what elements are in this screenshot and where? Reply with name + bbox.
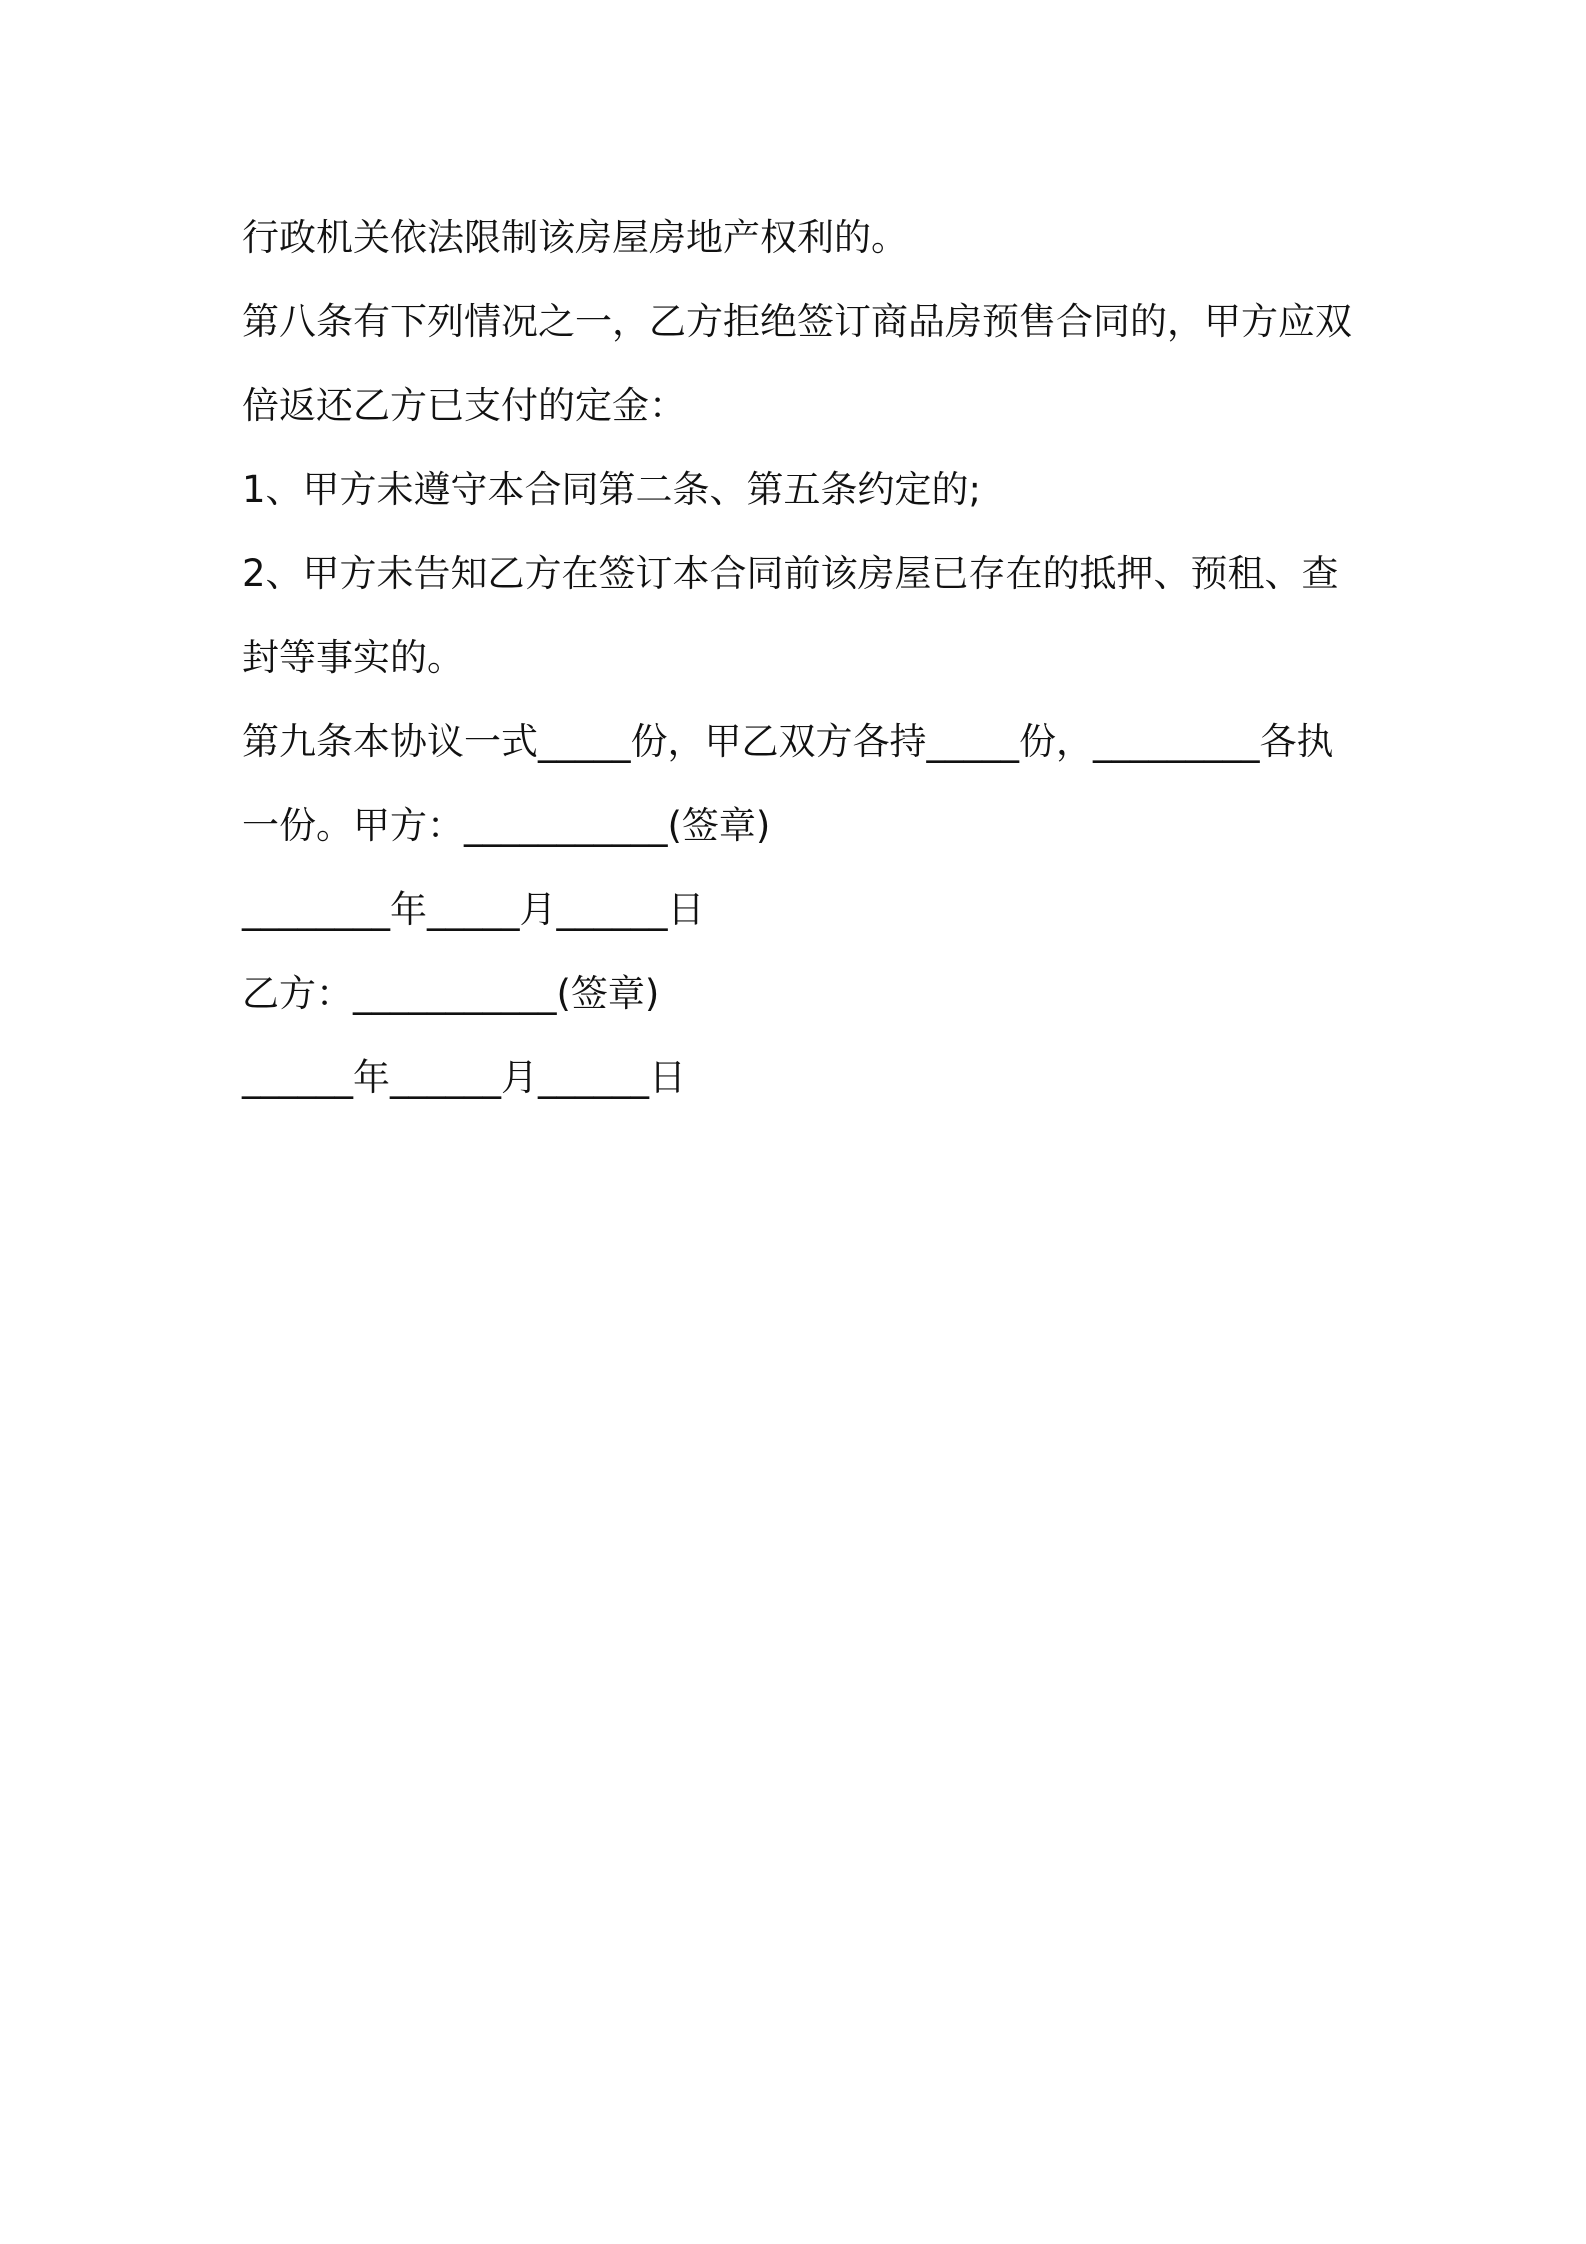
paragraph-restriction-clause: 行政机关依法限制该房屋房地产权利的。 (242, 216, 908, 259)
paragraph-article-8-item-2: 2、甲方未告知乙方在签订本合同前该房屋已存在的抵押、预租、查封等事实的。 (242, 552, 1339, 679)
party-a-date-line: ________年_____月______日 (242, 888, 705, 931)
paragraph-article-8: 第八条有下列情况之一，乙方拒绝签订商品房预售合同的，甲方应双倍返还乙方已支付的定金： (242, 300, 1352, 427)
paragraph-article-8-item-1: 1、甲方未遵守本合同第二条、第五条约定的; (242, 468, 982, 511)
party-b-signature-line: 乙方：___________(签章) (242, 972, 660, 1015)
document-body (242, 196, 1362, 1120)
paragraph-article-9: 第九条本协议一式_____份，甲乙双方各持_____份，_________各执一份。甲方：___________(签章) (242, 720, 1334, 847)
party-b-date-line: ______年______月______日 (242, 1056, 686, 1099)
